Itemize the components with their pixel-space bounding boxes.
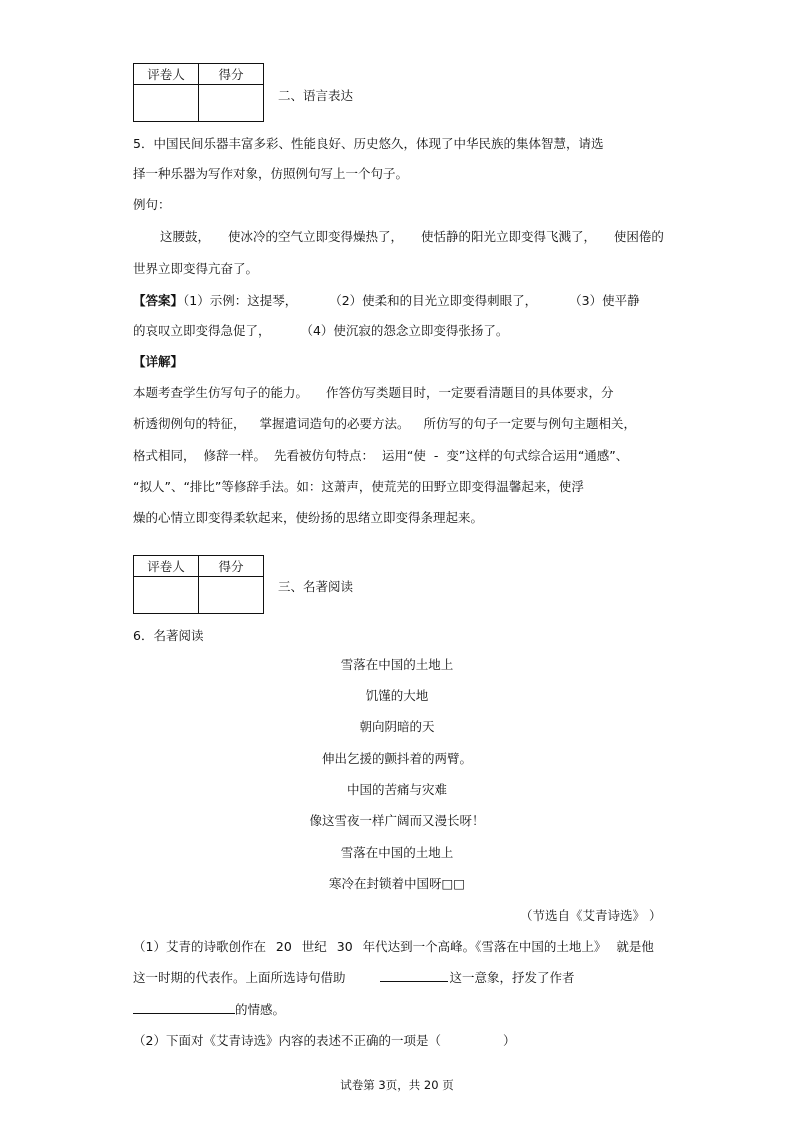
q6-sub1-line-3: [133, 1000, 285, 1018]
q6-sub1-line-1: （1）艾青的诗歌创作在 20 世纪 30 年代达到一个高峰。《雪落在中国的土地上》 就是他: [133, 939, 654, 954]
grader-header: 评卷人: [134, 64, 199, 85]
score-header: 得分: [199, 64, 264, 85]
example-line-1: 这腰鼓， 使冰冷的空气立即变得燥热了， 使恬静的阳光立即变得飞溅了， 使困倦的: [160, 229, 664, 244]
poem-line: 雪落在中国的土地上: [340, 845, 454, 860]
sub2-close: ）: [502, 1033, 516, 1048]
answer-line-1: [133, 291, 640, 309]
detail-line-3: 格式相同， 修辞一样。 先看被仿句特点： 运用“使 - 变”这样的句式综合运用“通感”、: [133, 448, 629, 463]
poem-line: 朝向阴暗的天: [359, 719, 435, 734]
score-header: 得分: [199, 556, 264, 577]
example-label: 例句：: [133, 197, 171, 212]
answer-tag: 【答案】: [133, 293, 184, 308]
q5-line-1: 5．中国民间乐器丰富多彩、性能良好、历史悠久，体现了中华民族的集体智慧，请选: [133, 136, 604, 151]
poem-line: 饥馑的大地: [365, 688, 429, 703]
q6-sub2: [133, 1031, 515, 1049]
score-table-2: [133, 555, 264, 614]
poem-source: （节选自《艾青诗选》 ）: [520, 908, 662, 923]
page-footer: 试卷第 3页，共 20 页: [340, 1078, 454, 1092]
grader-cell[interactable]: [134, 85, 199, 122]
grader-cell[interactable]: [134, 577, 199, 614]
detail-tag: 【详解】: [133, 354, 184, 369]
q5-line-2: 择一种乐器为写作对象，仿照例句写上一个句子。: [133, 166, 409, 181]
sub2-text: （2）下面对《艾青诗选》内容的表述不正确的一项是（: [133, 1033, 441, 1048]
score-cell[interactable]: [199, 85, 264, 122]
example-line-2: 世界立即变得亢奋了。: [133, 261, 259, 276]
answer-text-1: （1）示例：这提琴， （2）使柔和的目光立即变得刺眼了， （3）使平静: [183, 293, 640, 308]
detail-line-1: 本题考查学生仿写句子的能力。 作答仿写类题目时，一定要看清题目的具体要求，分: [133, 385, 614, 400]
poem-line: 寒冷在封锁着中国呀□□: [328, 876, 466, 891]
detail-line-5: 燥的心情立即变得柔软起来，使纷扬的思绪立即变得条理起来。: [133, 510, 484, 525]
poem-line: 中国的苦痛与灾难: [346, 782, 447, 797]
detail-line-4: “拟人”、“排比”等修辞手法。如：这萧声，使荒芜的田野立即变得温馨起来，使浮: [133, 479, 584, 494]
answer-blank-emotion[interactable]: [133, 1001, 235, 1014]
answer-blank-imagery[interactable]: [380, 969, 448, 982]
sub1-text-a: 这一时期的代表作。上面所选诗句借助: [133, 970, 346, 985]
section-2-title: 二、语言表达: [278, 88, 354, 103]
q6-sub1-line-2: [133, 968, 575, 986]
grader-header: 评卷人: [134, 556, 199, 577]
detail-line-2: 析透彻例句的特征， 掌握遣词造句的必要方法。 所仿写的句子一定要与例句主题相关，: [133, 416, 636, 431]
sub1-text-c: 的情感。: [235, 1002, 286, 1017]
score-cell[interactable]: [199, 577, 264, 614]
poem-line: 伸出乞援的颤抖着的两臂。: [321, 751, 472, 766]
sub1-text-b: 这一意象，抒发了作者: [449, 970, 575, 985]
score-table-1: [133, 63, 264, 122]
answer-line-2: 的哀叹立即变得急促了， （4）使沉寂的怨念立即变得张扬了。: [133, 323, 509, 338]
poem-line: 像这雪夜一样广阔而又漫长呀！: [309, 813, 485, 828]
section-3-title: 三、名著阅读: [278, 579, 354, 594]
poem-line: 雪落在中国的土地上: [340, 657, 454, 672]
q6-title: 6．名著阅读: [133, 628, 204, 643]
